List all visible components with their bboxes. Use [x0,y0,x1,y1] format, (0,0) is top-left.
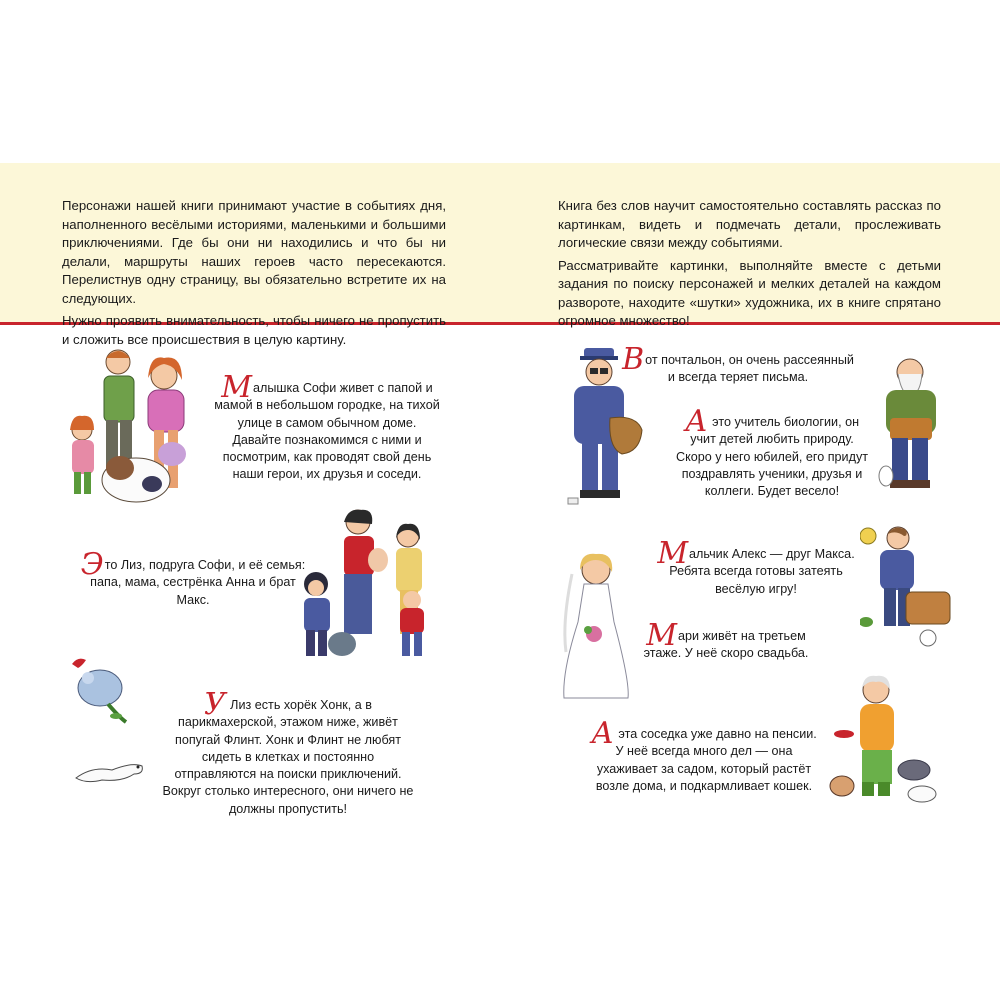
caption-text: альчик Алекс — друг Макса. Ребята всегда готовы затеять весёлую игру! [669,547,855,596]
intro-right-paragraph-2: Рассматривайте картинки, выполняйте вместе с детьми задания по поиску персонажей и мелких деталей на каждом развороте, находите «шутки» художника, их в книге спрятано огромное множество! [558,257,941,328]
intro-right-column [558,197,941,335]
postman-illustration [566,348,646,508]
caption-text: эта соседка уже давно на пенсии. У неё всегда много дел — она ухаживает за садом, который растёт возле дома, и подкармливает кошек. [595,727,817,793]
caption-initial: М [657,536,689,571]
liz-family-illustration [298,508,443,668]
ferret-illustration [72,752,147,788]
teacher-illustration [878,350,948,495]
caption-initial: А [591,716,614,751]
neighbor-illustration [822,674,942,804]
caption-mari [626,618,826,663]
caption-initial: М [221,370,253,405]
caption-text: Лиз есть хорёк Хонк, а в парикмахерской, этажом ниже, живёт попугай Флинт. Хонк и Флинт не любят сидеть в клетках и постоянно отправляются на поиски приключений. Вокруг столько интересного, они ничего не должны пропустить! [162,698,414,816]
caption-text: это учитель биологии, он учит детей любить природу. Скоро у него юбилей, его придут поздравлять ученики, друзья и коллеги. Будет весело! [676,415,869,499]
caption-liz [80,547,306,609]
bride-illustration [558,552,633,702]
caption-text: от почтальон, он очень рассеянный и всегда теряет письма. [645,353,854,385]
alex-illustration [860,522,960,652]
intro-left-paragraph-2: Нужно проявить внимательность, чтобы ничего не пропустить и сложить все происшествия в целую картину. [62,313,446,347]
caption-text: ари живёт на третьем этаже. У неё скоро свадьба. [643,629,809,661]
caption-text: то Лиз, подруга Софи, и её семья: папа, мама, сестрёнка Анна и брат Макс. [90,558,306,607]
parrot-illustration [68,656,138,726]
caption-teacher [676,404,869,500]
caption-initial: М [646,618,677,653]
caption-initial: А [684,404,708,439]
caption-initial: У [204,687,226,722]
caption-initial: Э [80,547,104,582]
intro-right-paragraph-1: Книга без слов научит самостоятельно составлять рассказ по картинкам, видеть и подмечать детали, прослеживать логические связи между событиями. [558,198,941,250]
caption-neighbor [588,716,820,795]
caption-postman [620,342,856,387]
caption-pets [162,687,414,818]
caption-sofi [214,370,440,484]
intro-left-column [62,197,446,353]
sofi-family-illustration [64,342,214,512]
intro-left-paragraph-1: Персонажи нашей книги принимают участие в событиях дня, наполненного весёлыми историями, маленькими и большими приключениями. Где бы они ни находились и что бы ни делали, маршруты наших героев часто пересекаются. Перелистнув одну страницу, вы обязательно встретите их на следующих. [62,198,446,306]
caption-initial: В [622,342,645,377]
caption-alex [656,536,856,598]
caption-text: алышка Софи живет с папой и мамой в небольшом городке, на тихой улице в самом обычном доме. Давайте познакомимся с ними и посмотрим, как проводят свой день наши герои, их друзья и соседи. [214,381,440,482]
